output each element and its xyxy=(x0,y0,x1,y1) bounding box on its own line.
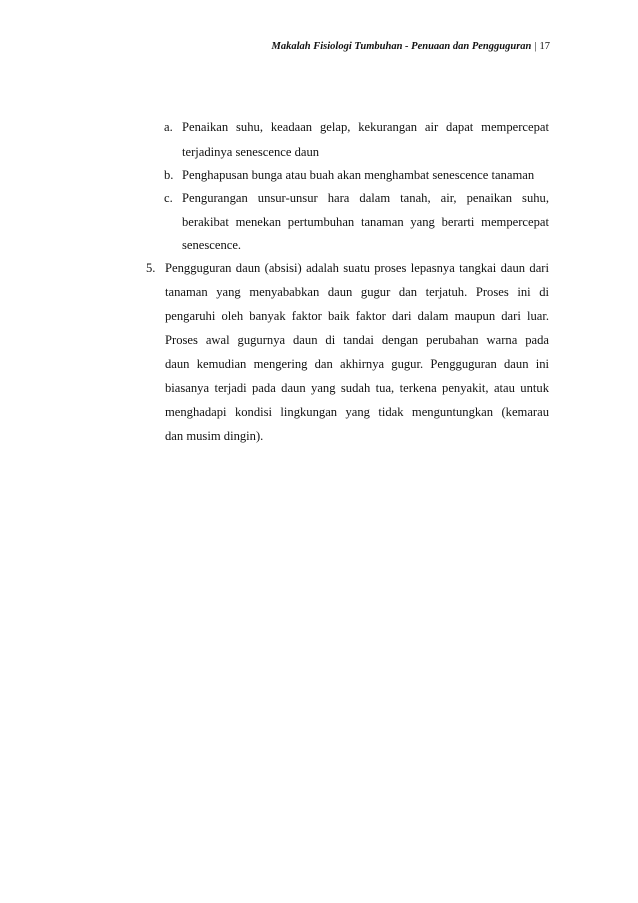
list-marker: a. xyxy=(164,120,173,134)
page-header xyxy=(272,41,550,52)
list-marker: 5. xyxy=(146,261,156,275)
list-item-line: Penghapusan bunga atau buah akan menghambat senescence tanaman xyxy=(182,168,535,182)
header-separator: | xyxy=(534,41,537,52)
paragraph-line: Proses awal gugurnya daun di tandai dengan perubahan warna pada xyxy=(165,333,549,347)
list-item-line: Penaikan suhu, keadaan gelap, kekurangan air dapat mempercepat xyxy=(182,120,549,134)
list-marker: b. xyxy=(164,168,174,182)
paragraph-line: pengaruhi oleh banyak faktor baik faktor dari dalam maupun dari luar. xyxy=(165,309,549,323)
page-number: 17 xyxy=(539,41,550,52)
paragraph-line: Pengguguran daun (absisi) adalah suatu proses lepasnya tangkai daun dari xyxy=(165,261,549,275)
paragraph-line: daun kemudian mengering dan akhirnya gugur. Pengguguran daun ini xyxy=(165,357,549,371)
paragraph-line: tanaman yang menyababkan daun gugur dan terjatuh. Proses ini di xyxy=(165,285,549,299)
list-marker: c. xyxy=(164,191,173,205)
list-item-line: terjadinya senescence daun xyxy=(182,145,320,159)
paragraph-line: menghadapi kondisi lingkungan yang tidak menguntungkan (kemarau xyxy=(165,405,549,419)
list-item-line: berakibat menekan pertumbuhan tanaman yang berarti mempercepat xyxy=(182,215,549,229)
paragraph-line: dan musim dingin). xyxy=(165,429,264,443)
header-title: Makalah Fisiologi Tumbuhan - Penuaan dan Pengguguran xyxy=(271,41,532,52)
paragraph-line: biasanya terjadi pada daun yang sudah tua, terkena penyakit, atau untuk xyxy=(165,381,549,395)
list-item-line: Pengurangan unsur-unsur hara dalam tanah, air, penaikan suhu, xyxy=(182,191,549,205)
list-item-line: senescence. xyxy=(182,238,242,252)
